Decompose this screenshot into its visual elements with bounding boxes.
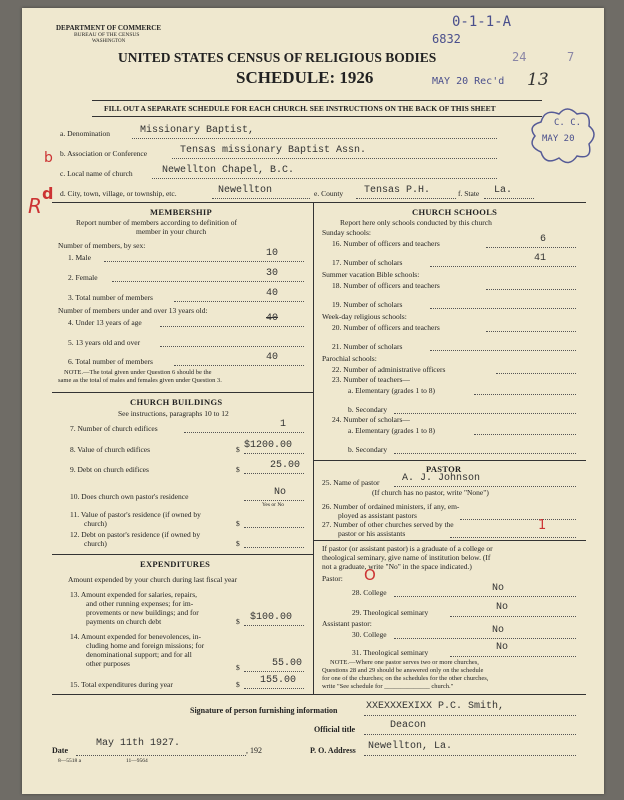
q5-line [160,346,304,347]
washington-label: WASHINGTON [92,39,126,44]
margin-mark-r: R [28,194,42,218]
q12-line [244,547,304,548]
margin-mark-b: b [44,150,53,166]
q4-label: 4. Under 13 years of age [68,318,142,327]
header-rule-bottom [92,116,542,117]
q6-value: 40 [266,352,279,363]
q23-label: 23. Number of teachers— [332,375,410,384]
pastor-note-1: NOTE.—Where one pastor serves two or more churches, [330,659,479,666]
q25-note: (If church has no pastor, write "None") [372,488,489,497]
q21-line [430,350,576,351]
q27-label-2: pastor or his assistants [338,529,406,538]
denomination-label: a. Denomination [60,129,110,138]
expenditures-rule [52,554,313,555]
q14-label-2: cluding home and foreign missions; for [86,641,205,650]
official-title-label: Official title [314,725,356,734]
q1-value: 10 [266,248,279,259]
graduate-note-3: not a graduate, write "No" in the space indicated.) [322,562,472,571]
pastor-note-2: Questions 28 and 29 should be answered only on the schedule [322,667,484,674]
q7-label: 7. Number of church edifices [70,424,158,433]
state-line [484,198,534,199]
margin-mark-o: O [364,566,376,584]
pastor-title: PASTOR [426,464,462,474]
q13-label-1: 13. Amount expended for salaries, repairs, [70,590,198,599]
q27-label-1: 27. Number of other churches served by the [322,520,454,529]
form-number: 8—5518 a [58,758,82,764]
schedule-title: SCHEDULE: 1926 [236,68,374,87]
q29-value: No [496,602,509,613]
q22-label: 22. Number of administrative officers [332,365,446,374]
q28-value: No [492,583,505,594]
q23b-line [394,413,576,414]
signature-line [364,715,576,716]
q11-label-1: 11. Value of pastor's residence (if owned by [70,510,201,519]
q7-value: 1 [280,419,287,430]
official-title-value: Deacon [390,720,427,731]
q26-line [460,519,576,520]
buildings-title: CHURCH BUILDINGS [130,397,223,407]
state-value: La. [494,185,513,196]
yes-no-hint: Yes or No [262,502,285,508]
q28-label: 28. College [352,588,387,597]
q13-value: $100.00 [250,612,293,623]
q8-dollar: $ [236,445,240,454]
q18-line [486,289,576,290]
cc-stamp-label: C. C. [554,118,582,128]
q15-dollar: $ [236,680,240,689]
q7-line [184,432,304,433]
pastor-subhead: Pastor: [322,574,343,583]
q28-line [394,596,576,597]
q13-label-4: payments on church debt [86,617,162,626]
q10-label: 10. Does church own pastor's residence [70,492,189,501]
q15-label: 15. Total expenditures during year [70,680,173,689]
q14-value: 55.00 [272,658,303,669]
q25-line [394,486,576,487]
q4-line [160,326,304,327]
q13-label-3: provements or new buildings; and for [86,608,199,617]
q11-label-2: church) [84,519,107,528]
pastor-rule [313,460,586,461]
po-address-line [364,755,576,756]
q14-line [244,671,304,672]
signature-value: XXEXXXEXIXX P.C. Smith, [366,701,505,712]
q6-line [174,365,304,366]
q13-line [244,625,304,626]
sunday-schools-head: Sunday schools: [322,228,371,237]
q24a-line [474,434,576,435]
official-title-line [364,734,576,735]
q15-value: 155.00 [260,675,297,686]
local-name-label: c. Local name of church [60,169,133,178]
q11-line [244,527,304,528]
q5-label: 5. 13 years old and over [68,338,141,347]
q9-dollar: $ [236,465,240,474]
q31-line [450,656,576,657]
stamp-7: 7 [567,50,575,64]
q27-line [450,537,576,538]
state-label: f. State [458,189,480,198]
cc-stamp-date: MAY 20 [542,134,575,144]
q23a-line [474,394,576,395]
q29-line [450,616,576,617]
q10-line [244,500,304,501]
association-label: b. Association or Conference [60,149,148,158]
buildings-rule [52,392,313,393]
census-schedule-page [22,8,604,794]
q24-label: 24. Number of scholars— [332,415,410,424]
q19-label: 19. Number of scholars [332,300,403,309]
date-label: Date [52,746,68,755]
local-name-line [152,178,497,179]
weekday-schools-head: Week-day religious schools: [322,312,407,321]
date-value: May 11th 1927. [96,738,181,749]
q30-line [394,638,576,639]
membership-note-2: same as the total of males and females given under Question 3. [58,377,222,384]
q12-label-1: 12. Debt on pastor's residence (if owned by [70,530,201,539]
q26-label-1: 26. Number of ordained ministers, if any, em- [322,502,460,511]
expenditures-title: EXPENDITURES [140,559,211,569]
q24a-label: a. Elementary (grades 1 to 8) [348,426,436,435]
instructions-line: FILL OUT A SEPARATE SCHEDULE FOR EACH CHURCH. SEE INSTRUCTIONS ON THE BACK OF THIS SHEET [104,104,496,113]
q24b-line [394,453,576,454]
q30-label: 30. College [352,630,387,639]
q9-line [244,473,304,474]
pastor-note-4: write "See schedule for ______________ church." [322,683,454,690]
q25-value: A. J. Johnson [402,473,481,484]
number-stamp: 6832 [432,32,461,46]
q14-dollar: $ [236,663,240,672]
association-value: Tensas missionary Baptist Assn. [180,145,367,156]
membership-sex-head: Number of members, by sex: [58,241,146,250]
expenditures-intro: Amount expended by your church during last fiscal year [68,575,238,584]
city-label: d. City, town, village, or township, etc. [60,189,177,198]
q23b-label: b. Secondary [348,405,388,414]
q24b-label: b. Secondary [348,445,388,454]
q31-value: No [496,642,509,653]
q11-dollar: $ [236,519,240,528]
q3-line [174,301,304,302]
county-line [356,198,456,199]
q15-line [244,688,304,689]
q25-label: 25. Name of pastor [322,478,380,487]
date-year-suffix: , 192 [246,746,262,755]
q10-value: No [274,487,287,498]
q8-value: $1200.00 [244,440,293,451]
form-title: UNITED STATES CENSUS OF RELIGIOUS BODIES [118,50,437,65]
q20-label: 20. Number of officers and teachers [332,323,440,332]
graduate-note-1: If pastor (or assistant pastor) is a graduate of a college or [322,544,493,553]
q1-line [104,261,304,262]
q19-line [430,308,576,309]
po-address-value: Newellton, La. [368,741,453,752]
q12-dollar: $ [236,539,240,548]
margin-mark-d: d [42,184,54,203]
city-value: Newellton [218,185,273,196]
q9-value: 25.00 [270,460,301,471]
q4-value: 40 [266,313,279,324]
county-value: Tensas P.H. [364,185,431,196]
city-line [212,198,310,199]
department-label: DEPARTMENT OF COMMERCE [56,24,162,32]
q20-line [486,331,576,332]
q18-label: 18. Number of officers and teachers [332,281,440,290]
header-rule-top [92,100,542,101]
denomination-value: Missionary Baptist, [140,125,255,136]
q2-line [112,281,304,282]
table-top-rule [52,202,586,203]
q8-label: 8. Value of church edifices [70,445,151,454]
q14-label-1: 14. Amount expended for benevolences, in- [70,632,202,641]
q8-line [244,453,304,454]
q21-label: 21. Number of scholars [332,342,403,351]
q16-value: 6 [540,234,547,245]
assistant-pastor-subhead: Assistant pastor: [322,619,372,628]
q16-label: 16. Number of officers and teachers [332,239,440,248]
q16-line [486,247,576,248]
graduate-note-2: theological seminary, give name of institution below. (If [322,553,491,562]
membership-intro-1: Report number of members according to definition of [76,218,237,227]
q12-label-2: church) [84,539,107,548]
denomination-line [132,138,497,139]
q2-value: 30 [266,268,279,279]
membership-intro-2: member in your church [136,227,207,236]
stamp-24: 24 [512,50,527,64]
table-bottom-rule [52,694,586,695]
form-print-number: 11—9564 [126,758,148,764]
q3-value: 40 [266,288,279,299]
q1-label: 1. Male [68,253,91,262]
local-name-value: Newellton Chapel, B.C. [162,165,295,176]
q17-line [430,266,576,267]
q29-label: 29. Theological seminary [352,608,429,617]
q30-value: No [492,625,505,636]
q23a-label: a. Elementary (grades 1 to 8) [348,386,436,395]
q26-label-2: ployed as assistant pastors [338,511,417,520]
membership-note-1: NOTE.—The total given under Question 6 should be the [64,369,212,376]
q31-label: 31. Theological seminary [352,648,429,657]
q13-label-2: and other running expenses; for im- [86,599,194,608]
received-stamp: MAY 20 Rec'd [432,76,505,87]
po-address-label: P. O. Address [310,746,356,755]
q27-value: 1 [538,518,547,533]
graduate-rule [313,540,586,541]
q3-label: 3. Total number of members [68,293,153,302]
schools-intro: Report here only schools conducted by this church [340,218,492,227]
parochial-schools-head: Parochial schools: [322,354,377,363]
association-line [172,158,497,159]
q13-dollar: $ [236,617,240,626]
schools-title: CHURCH SCHOOLS [412,207,498,217]
bureau-label: BUREAU OF THE CENSUS [74,32,140,38]
signature-label: Signature of person furnishing information [190,706,338,715]
q17-label: 17. Number of scholars [332,258,403,267]
vacation-schools-head: Summer vacation Bible schools: [322,270,420,279]
q14-label-4: other purposes [86,659,130,668]
form-code-stamp: 0-1-1-A [452,14,512,30]
buildings-intro: See instructions, paragraphs 10 to 12 [118,409,229,418]
q14-label-3: denominational support; and for all [86,650,192,659]
handwritten-13: 13 [527,70,549,90]
q17-value: 41 [534,253,547,264]
q2-label: 2. Female [68,273,98,282]
membership-age-head: Number of members under and over 13 years old: [58,306,208,315]
pastor-note-3: for one of the churches; on the schedules for the other churches, [322,675,489,682]
membership-title: MEMBERSHIP [150,207,213,217]
column-divider [313,202,314,694]
date-line [76,755,246,756]
q22-line [496,373,576,374]
county-label: e. County [314,189,344,198]
q9-label: 9. Debt on church edifices [70,465,149,474]
q6-label: 6. Total number of members [68,357,153,366]
